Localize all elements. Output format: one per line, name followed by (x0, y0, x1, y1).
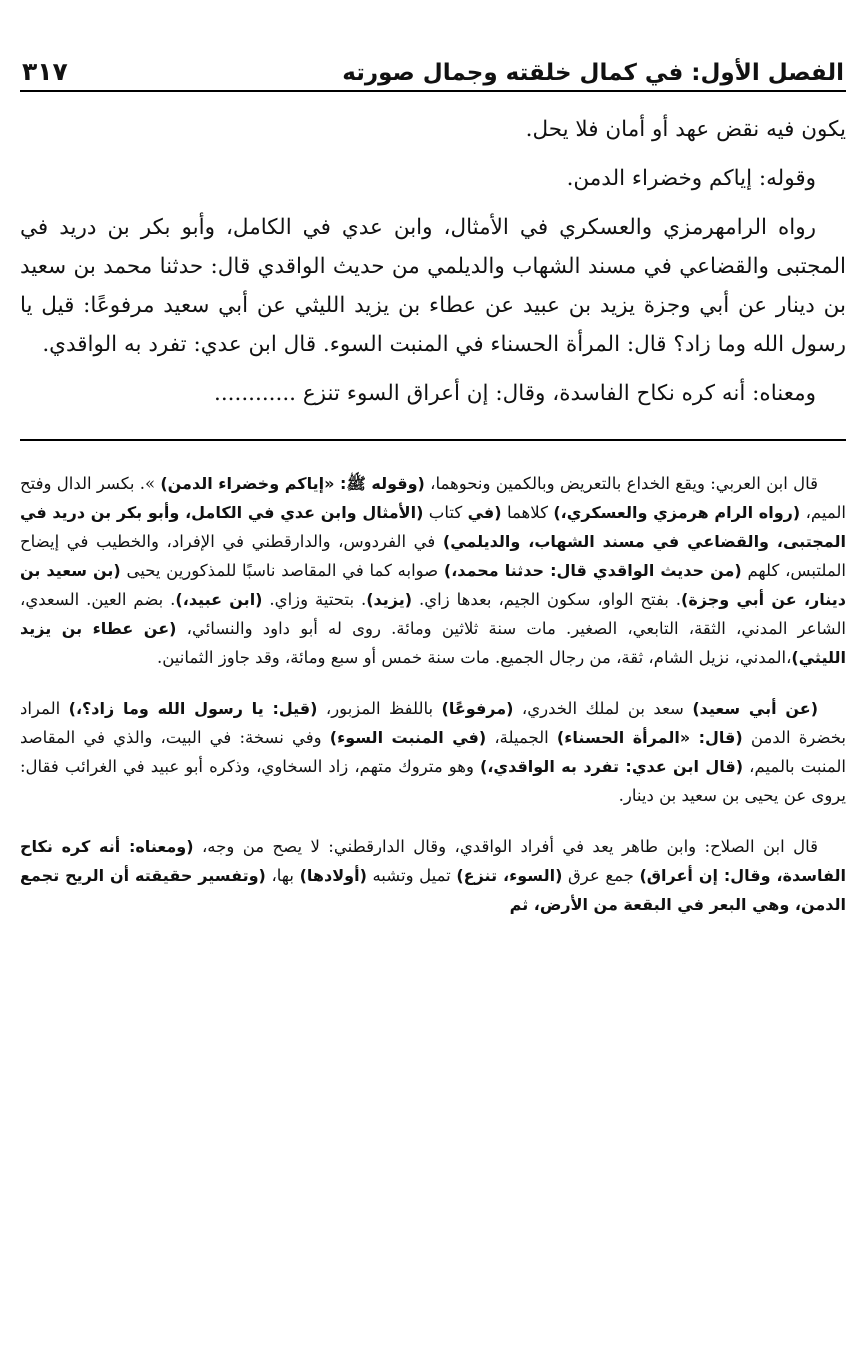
commentary-text: كتاب (423, 503, 468, 522)
commentary-text: ». بكسر الدال وفتح الميم، (20, 474, 847, 522)
quoted-text: (وتفسير حقيقته أن الريح تجمع الدمن، وهي البعر في البقعة من الأرض، ثم (20, 866, 846, 914)
commentary-text: . بتحتية وزاي. (262, 590, 367, 609)
quoted-text: (أولادها) (299, 866, 367, 885)
quoted-text: (الأمثال وابن عدي في الكامل، وأبو بكر بن دريد في المجتبى، والقضاعي في مسند الشهاب، والديلمي) (20, 503, 846, 551)
commentary (20, 469, 846, 919)
quoted-text: (وقوله ﷺ: «إياكم وخضراء الدمن) (160, 474, 425, 493)
quoted-text: (في (467, 503, 502, 522)
commentary-text: سعد بن لملك الخدري، (513, 699, 693, 718)
running-title: الفصل الأول: في كمال خلقته وجمال صورته (342, 60, 844, 86)
commentary-paragraph (20, 694, 846, 810)
commentary-text: . بفتح الواو، سكون الجيم، بعدها زاي. (412, 590, 682, 609)
main-text (20, 110, 846, 413)
quoted-text: (قال: «المرأة الحسناء) (556, 728, 743, 747)
quoted-text: (عن عطاء بن يزيد الليثي) (20, 619, 846, 667)
quoted-text: (السوء، تنزع) (456, 866, 563, 885)
document-page (20, 36, 846, 941)
commentary-text: صوابه كما في المقاصد ناسبًا للمذكورين يحيى (120, 561, 444, 580)
commentary-paragraph (20, 469, 846, 672)
main-paragraph: وقوله: إياكم وخضراء الدمن. (566, 166, 816, 191)
commentary-text: . بضم العين. السعدي، الشاعر المدني، الثقة، التابعي، الصغير. مات سنة ثلاثين ومائة. روى له أبو داود والنسائي، (20, 590, 846, 638)
page-header (20, 36, 846, 92)
commentary-text: الجميلة، (486, 728, 557, 747)
commentary-paragraph (20, 832, 846, 919)
commentary-text: وفي نسخة: في البيت، والذي في المقاصد المنبت بالميم، (20, 728, 846, 776)
quoted-text: (في المنبت السوء) (329, 728, 487, 747)
quoted-text: (عن أبي سعيد) (692, 699, 818, 718)
quoted-text: (ابن عبيد،) (175, 590, 263, 609)
main-paragraph: يكون فيه نقض عهد أو أمان فلا يحل. (525, 117, 846, 142)
commentary-text: وهو متروك متهم، زاد السخاوي، وذكره أبو عبيد في الغرائب فقال: يروى عن يحيى بن سعيد بن دينار. (20, 757, 846, 805)
commentary-text: قال ابن العربي: ويقع الخداع بالتعريض وبالكمين ونحوهما، (424, 474, 818, 493)
page-number: ٣١٧ (22, 57, 68, 86)
commentary-text: بها، (265, 866, 300, 885)
commentary-text: جمع عرق (562, 866, 640, 885)
quoted-text: (رواه الرام هرمزي والعسكري،) (553, 503, 801, 522)
commentary-text: باللفظ المزبور، (317, 699, 442, 718)
quoted-text: (من حديث الواقدي قال: حدثنا محمد،) (443, 561, 742, 580)
main-paragraph: رواه الرامهرمزي والعسكري في الأمثال، وابن عدي في الكامل، وأبو بكر بن دريد في المجتبى والقضاعي في مسند الشهاب والديلمي من حديث الواقدي قال: حدثنا محمد بن سعيد بن دينار عن أبي وجزة يزيد بن عبيد عن عطاء بن يزيد الليثي عن أبي سعيد مرفوعًا: قيل يا رسول الله وما زاد؟ قال: المرأة الحسناء في المنبت السوء. قال ابن عدي: تفرد به الواقدي. (20, 215, 846, 357)
commentary-text: كلاهما (501, 503, 554, 522)
footnote-separator (20, 439, 846, 441)
quoted-text: (بن سعيد بن دينار، عن أبي وجزة) (20, 561, 847, 609)
quoted-text: (قال ابن عدي: تفرد به الواقدي،) (480, 757, 744, 776)
quoted-text: (ومعناه: أنه كره نكاح الفاسدة، وقال: إن أعراق) (20, 837, 847, 885)
commentary-text: في الفردوس، والدارقطني في الإفراد، والخطيب في إيضاح الملتبس، كلهم (20, 532, 847, 580)
commentary-text: المراد بخضرة الدمن (20, 699, 847, 747)
quoted-text: (مرفوعًا) (441, 699, 514, 718)
quoted-text: (قيل: يا رسول الله وما زاد؟،) (68, 699, 318, 718)
quoted-text: (يزيد) (366, 590, 413, 609)
commentary-text: ،المدني، نزيل الشام، ثقة، من رجال الجميع. مات سنة خمس أو سبع ومائة، وقد جاوز الثمانين. (156, 648, 792, 667)
main-paragraph: ومعناه: أنه كره نكاح الفاسدة، وقال: إن أعراق السوء تنزع ............ (214, 381, 816, 406)
commentary-text: قال ابن الصلاح: وابن طاهر يعد في أفراد الواقدي، وقال الدارقطني: لا يصح من وجه، (193, 837, 818, 856)
commentary-text: تميل وتشبه (366, 866, 457, 885)
